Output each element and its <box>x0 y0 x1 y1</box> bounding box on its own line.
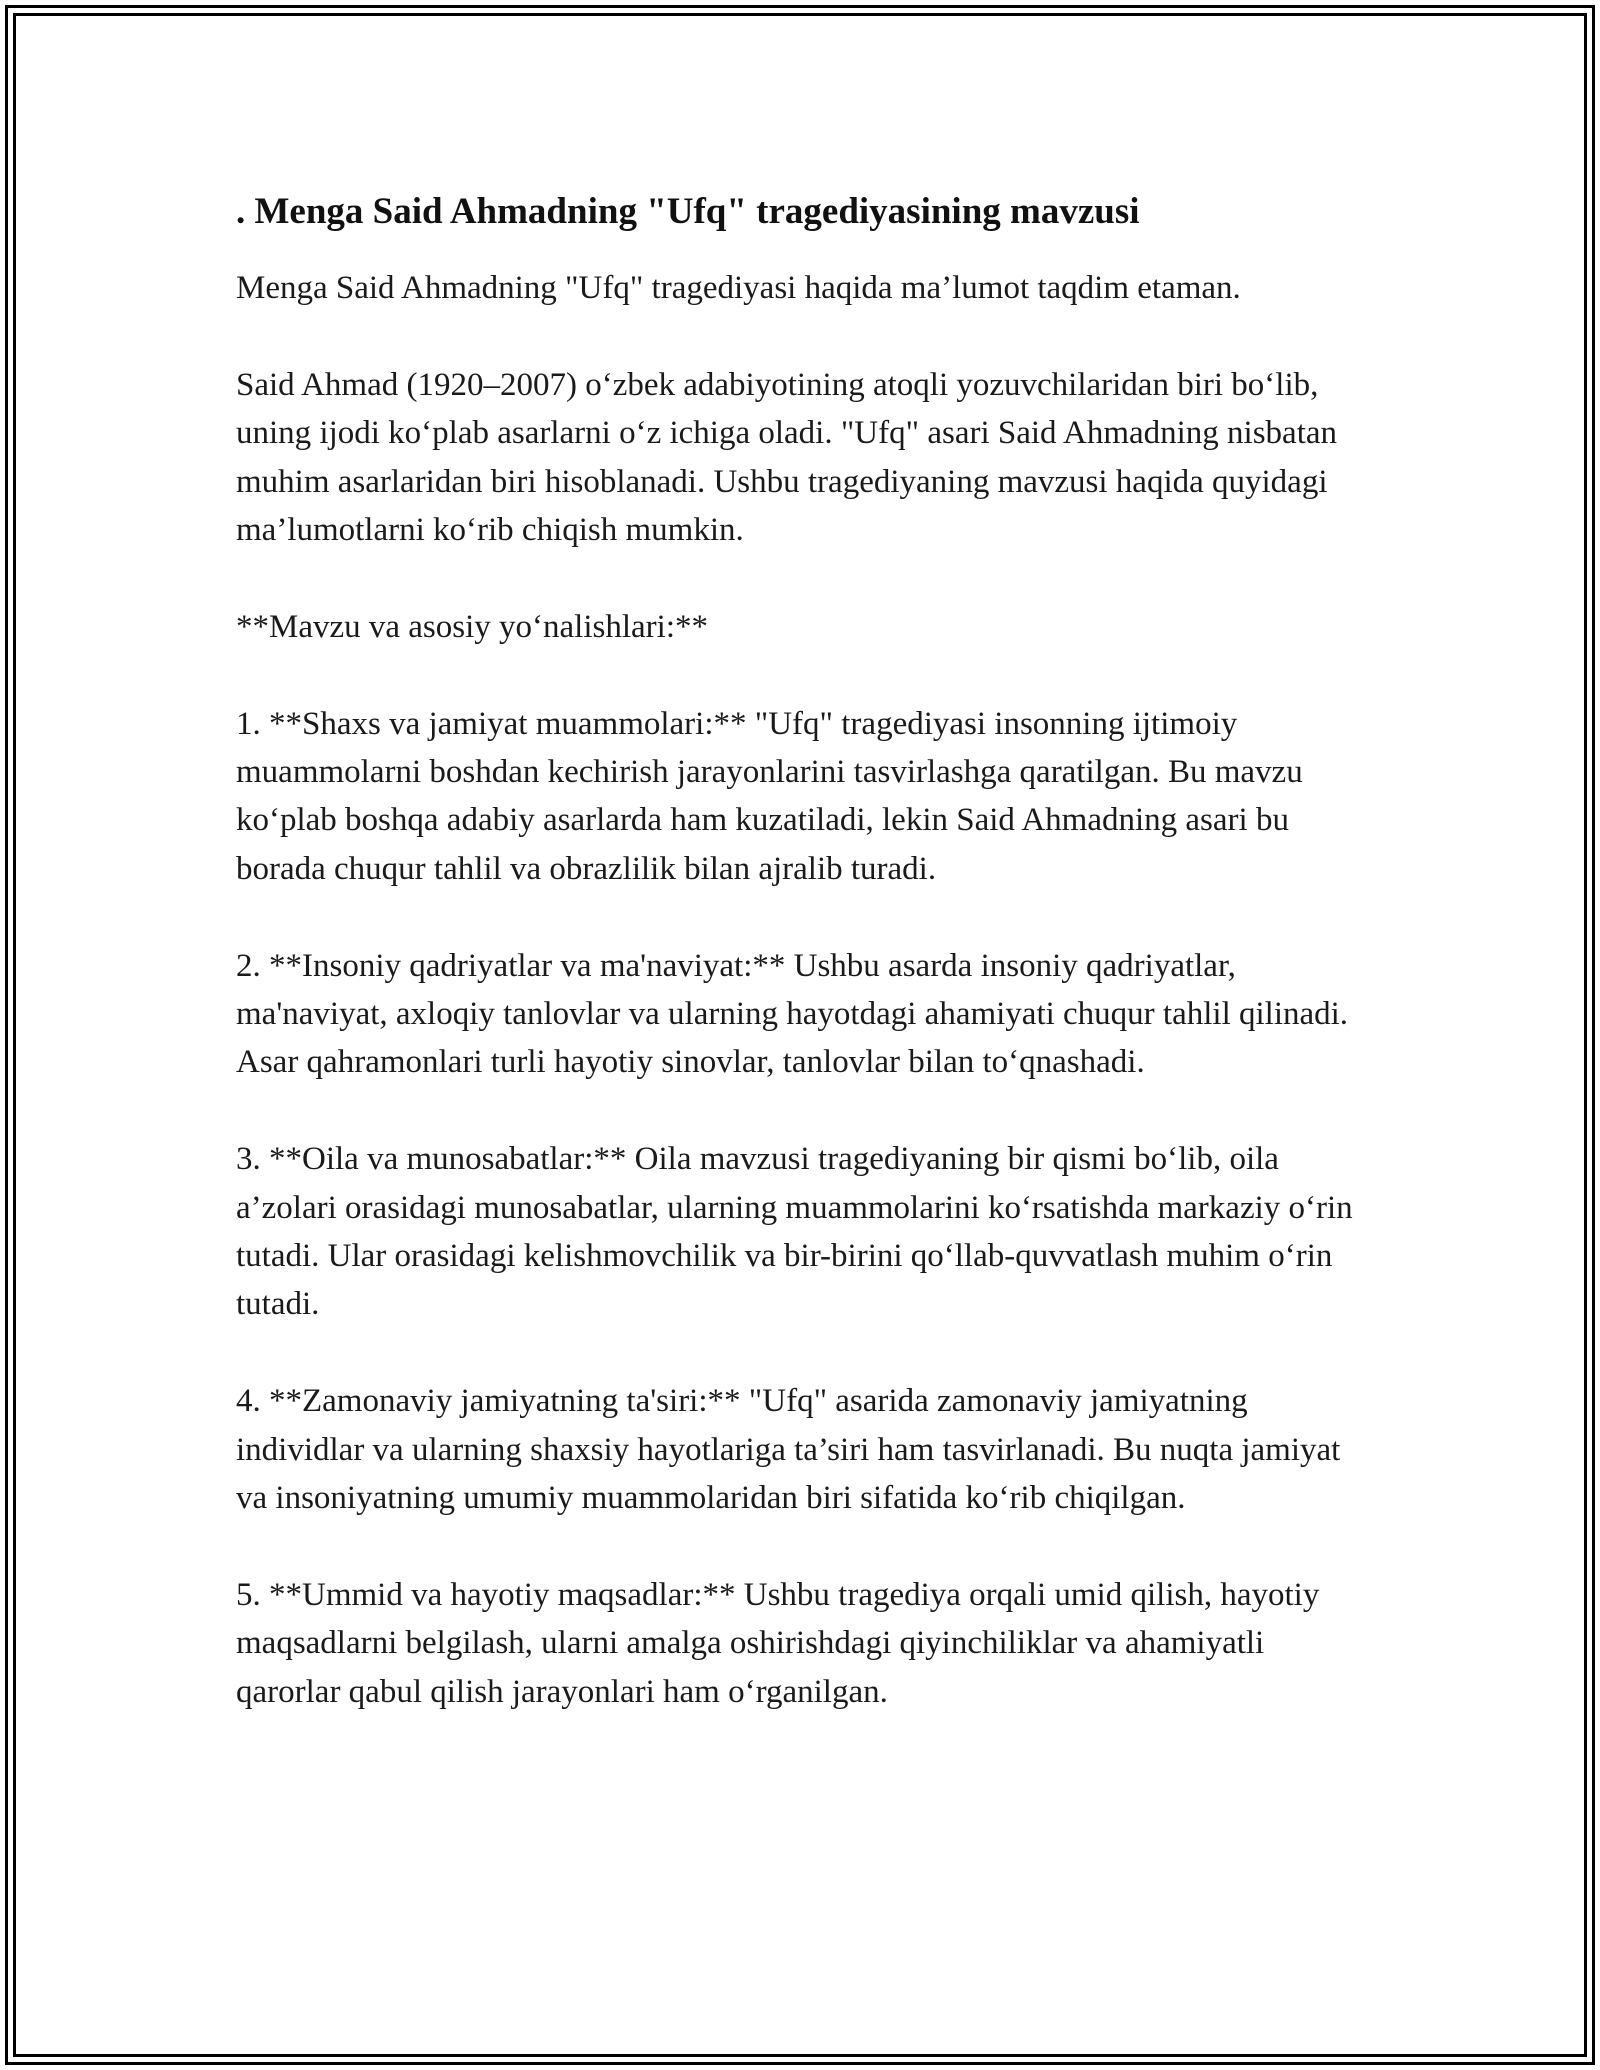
document-title: . Menga Said Ahmadning "Ufq" tragediyasining mavzusi <box>236 191 1140 232</box>
list-item: 2. **Insoniy qadriyatlar va ma'naviyat:** Ushbu asarda insoniy qadriyatlar, ma'naviyat, axloqiy tanlovlar va ularning hayotdagi ahamiyati chuqur tahlil qilinadi. Asar qahramonlari turli hayotiy sinovlar, tanlovlar bilan to‘qnashadi. <box>236 947 1349 1081</box>
list-item: 4. **Zamonaviy jamiyatning ta'siri:** "Ufq" asarida zamonaviy jamiyatning individlar va ularning shaxsiy hayotlariga ta’siri ham tasvirlanadi. Bu nuqta jamiyat va insoniyatning umumiy muammolaridan biri sifatida ko‘rib chiqilgan. <box>236 1383 1341 1517</box>
list-item: 5. **Ummid va hayotiy maqsadlar:** Ushbu tragediya orqali umid qilish, hayotiy maqsadlarni belgilash, ularni amalga oshirishdagi qiyinchiliklar va ahamiyatli qarorlar qabul qilish jarayonlari ham o‘rganilgan. <box>236 1576 1320 1710</box>
section-heading: **Mavzu va asosiy yo‘nalishlari:** <box>236 608 708 645</box>
list-item: 3. **Oila va munosabatlar:** Oila mavzusi tragediyaning bir qismi bo‘lib, oila a’zolari orasidagi munosabatlar, ularning muammolarini ko‘rsatishda markaziy o‘rin tutadi. Ular orasidagi kelishmovchilik va bir-birini qo‘llab-quvvatlash muhim o‘rin tutadi. <box>236 1141 1353 1323</box>
intro-paragraph: Menga Said Ahmadning "Ufq" tragediyasi haqida ma’lumot taqdim etaman. <box>236 270 1241 306</box>
background-paragraph: Said Ahmad (1920–2007) o‘zbek adabiyotining atoqli yozuvchilaridan biri bo‘lib, uning ijodi ko‘plab asarlarni o‘z ichiga oladi. "Ufq" asari Said Ahmadning nisbatan muhim asarlaridan biri hisoblanadi. Ushbu tragediyaning mavzusi haqida quyidagi ma’lumotlarni ko‘rib chiqish mumkin. <box>236 366 1338 549</box>
document-body <box>236 186 1366 1716</box>
list-item: 1. **Shaxs va jamiyat muammolari:** "Ufq" tragediyasi insonning ijtimoiy muammolarni boshdan kechirish jarayonlarini tasvirlashga qaratilgan. Bu mavzu ko‘plab boshqa adabiy asarlarda ham kuzatiladi, lekin Said Ahmadning asari bu borada chuqur tahlil va obrazlilik bilan ajralib turadi. <box>236 705 1303 887</box>
